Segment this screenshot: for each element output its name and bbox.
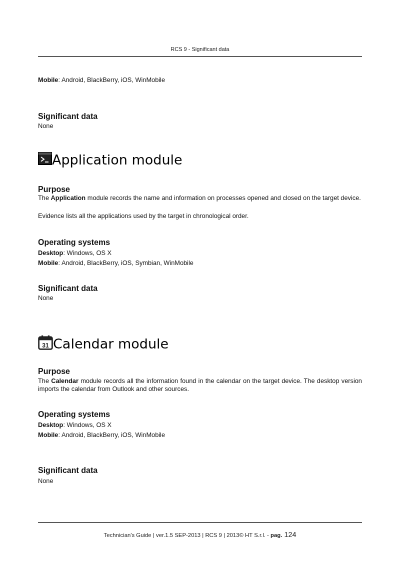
terminal-icon <box>38 152 52 169</box>
app-purpose-heading: Purpose <box>38 185 71 194</box>
cal-desktop-line <box>38 422 112 430</box>
cal-mobile-line <box>38 432 165 440</box>
footer-page-number: 124 <box>282 530 297 539</box>
app-mobile-value: : Android, BlackBerry, iOS, Symbian, WinMobile <box>58 260 194 267</box>
app-purpose-pre: The <box>38 195 51 202</box>
top-mobile-line <box>38 77 165 85</box>
cal-sig-value: None <box>38 478 54 485</box>
running-header: RCS 9 - Significant data <box>170 47 230 53</box>
footer-rule <box>38 522 362 523</box>
app-purpose-rest: module records the name and information on processes opened and closed on the target device. <box>85 195 361 202</box>
application-module-heading <box>38 152 182 169</box>
app-purpose-text <box>38 195 362 203</box>
cal-purpose-heading: Purpose <box>38 367 71 376</box>
app-sig-value: None <box>38 295 54 302</box>
footer-text: Technician's Guide | ver.1.5 SEP-2013 | RCS 9 | 2013© HT S.r.l. - <box>103 533 269 539</box>
calendar-icon <box>38 335 53 354</box>
calendar-icon-number: 31 <box>42 343 49 350</box>
app-desktop-label: Desktop <box>38 250 64 257</box>
cal-purpose-rest: module records all the information found in the calendar on the target device. The desktop version imports the calendar from Outlook and other sources. <box>38 378 362 394</box>
app-sig-heading: Significant data <box>38 284 98 293</box>
header-rule <box>38 56 362 57</box>
cal-mobile-label: Mobile <box>38 432 59 439</box>
app-desktop-value: : Windows, OS X <box>63 250 112 257</box>
top-mobile-label: Mobile <box>38 77 59 84</box>
cal-mobile-value: : Android, BlackBerry, iOS, WinMobile <box>58 432 166 439</box>
cal-desktop-value: : Windows, OS X <box>63 422 112 429</box>
cal-desktop-label: Desktop <box>38 422 64 429</box>
calendar-module-heading <box>38 335 169 354</box>
cal-purpose-pre: The <box>38 378 52 385</box>
app-mobile-label: Mobile <box>38 260 59 267</box>
sig1-value: None <box>38 123 54 130</box>
footer <box>0 530 400 539</box>
app-evidence-text: Evidence lists all the applications used by the target in chronological order. <box>38 213 249 220</box>
sig1-heading: Significant data <box>38 112 98 121</box>
top-mobile-value: : Android, BlackBerry, iOS, WinMobile <box>58 77 166 84</box>
app-mobile-line <box>38 260 193 268</box>
app-desktop-line <box>38 250 112 258</box>
cal-sig-heading: Significant data <box>38 466 98 475</box>
calendar-module-title: Calendar module <box>53 336 169 353</box>
cal-purpose-bold: Calendar <box>51 378 79 385</box>
app-os-heading: Operating systems <box>38 238 111 247</box>
cal-os-heading: Operating systems <box>38 410 111 419</box>
application-module-title: Application module <box>52 152 183 169</box>
app-purpose-bold: Application <box>50 195 86 202</box>
footer-page-label: pag. <box>268 533 283 539</box>
cal-purpose-text <box>38 378 362 395</box>
